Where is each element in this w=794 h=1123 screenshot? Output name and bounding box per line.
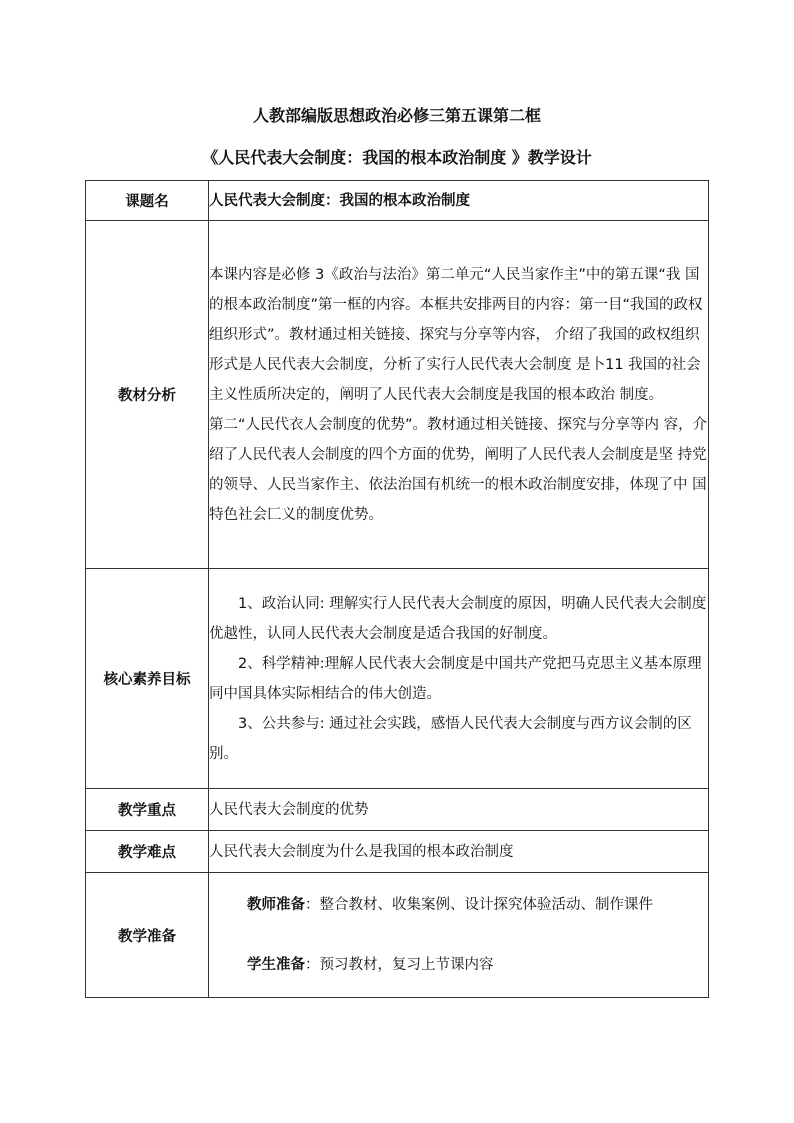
teacher-preparation-label: 教师准备: [247, 897, 305, 913]
student-preparation-value: ：预习教材，复习上节课内容: [305, 957, 494, 973]
difficulty-value: 人民代表大会制度为什么是我国的根本政治制度: [209, 831, 709, 873]
table-row-key-point: [86, 789, 709, 831]
table-row-textbook-analysis: [86, 221, 709, 569]
textbook-analysis-content: [209, 221, 709, 569]
lesson-plan-table: [85, 180, 709, 998]
key-point-label: 教学重点: [86, 789, 209, 831]
teacher-preparation-value: ：整合教材、收集案例、设计探究体验活动、制作课件: [305, 897, 653, 913]
preparation-label: 教学准备: [86, 873, 209, 998]
textbook-analysis-label: 教材分析: [86, 221, 209, 569]
preparation-content: [209, 873, 709, 998]
difficulty-label: 教学难点: [86, 831, 209, 873]
spacer: [209, 920, 708, 950]
document-subtitle: 《人民代表大会制度：我国的根本政治制度 》教学设计: [202, 148, 592, 167]
student-preparation-label: 学生准备: [247, 957, 305, 973]
table-row-topic: [86, 181, 709, 221]
table-row-core-literacy: [86, 569, 709, 789]
literacy-item-3: 3、公共参与: 通过社会实践，感悟人民代表大会制度与西方议会制的区别。: [209, 715, 692, 762]
document-title: 人教部编版思想政治必修三第五课第二框: [252, 106, 541, 125]
student-preparation: [209, 950, 708, 980]
core-literacy-content: [209, 569, 709, 789]
table-row-difficulty: [86, 831, 709, 873]
topic-label: 课题名: [86, 181, 209, 221]
topic-value: 人民代表大会制度：我国的根本政治制度: [209, 181, 709, 221]
key-point-value: 人民代表大会制度的优势: [209, 789, 709, 831]
textbook-paragraph-1: 本课内容是必修 3《政治与法治》第二单元“人民当家作主”中的第五课“我 国的根本政治制度”第一框的内容。本框共安排两目的内容：第一目“我国的政权组织形式”。教材通过相关链接、探究与分享等内容， 介绍了我国的政权组织形式是人民代表大会制度，分析了实行人民代表大会制度 是卜11 我国的社会主义性质所决定的，阐明了人民代表大会制度是我国的根本政治 制度。: [209, 266, 703, 403]
core-literacy-label: 核心素养目标: [86, 569, 209, 789]
teacher-preparation: [209, 890, 708, 920]
textbook-paragraph-2: 第二“人民代衣人会制度的优势”。教材通过相关链接、探究与分享等内 容，介绍了人民代表人会制度的四个方面的优势，阐明了人民代表人会制度是坚 持党的领导、人民当家作主、依法治国有机统一的根木政治制度安排，体现了中 国特色社会匚义的制度优势。: [209, 416, 708, 523]
literacy-item-2: 2、科学精神:理解人民代表大会制度是中国共产党把马克思主义基本原理同中国具体实际相结合的伟大创造。: [209, 655, 702, 702]
table-row-preparation: [86, 873, 709, 998]
literacy-item-1: 1、政治认同: 理解实行人民代表大会制度的原因，明确人民代表大会制度优越性，认同人民代表大会制度是适合我国的好制度。: [209, 595, 707, 642]
